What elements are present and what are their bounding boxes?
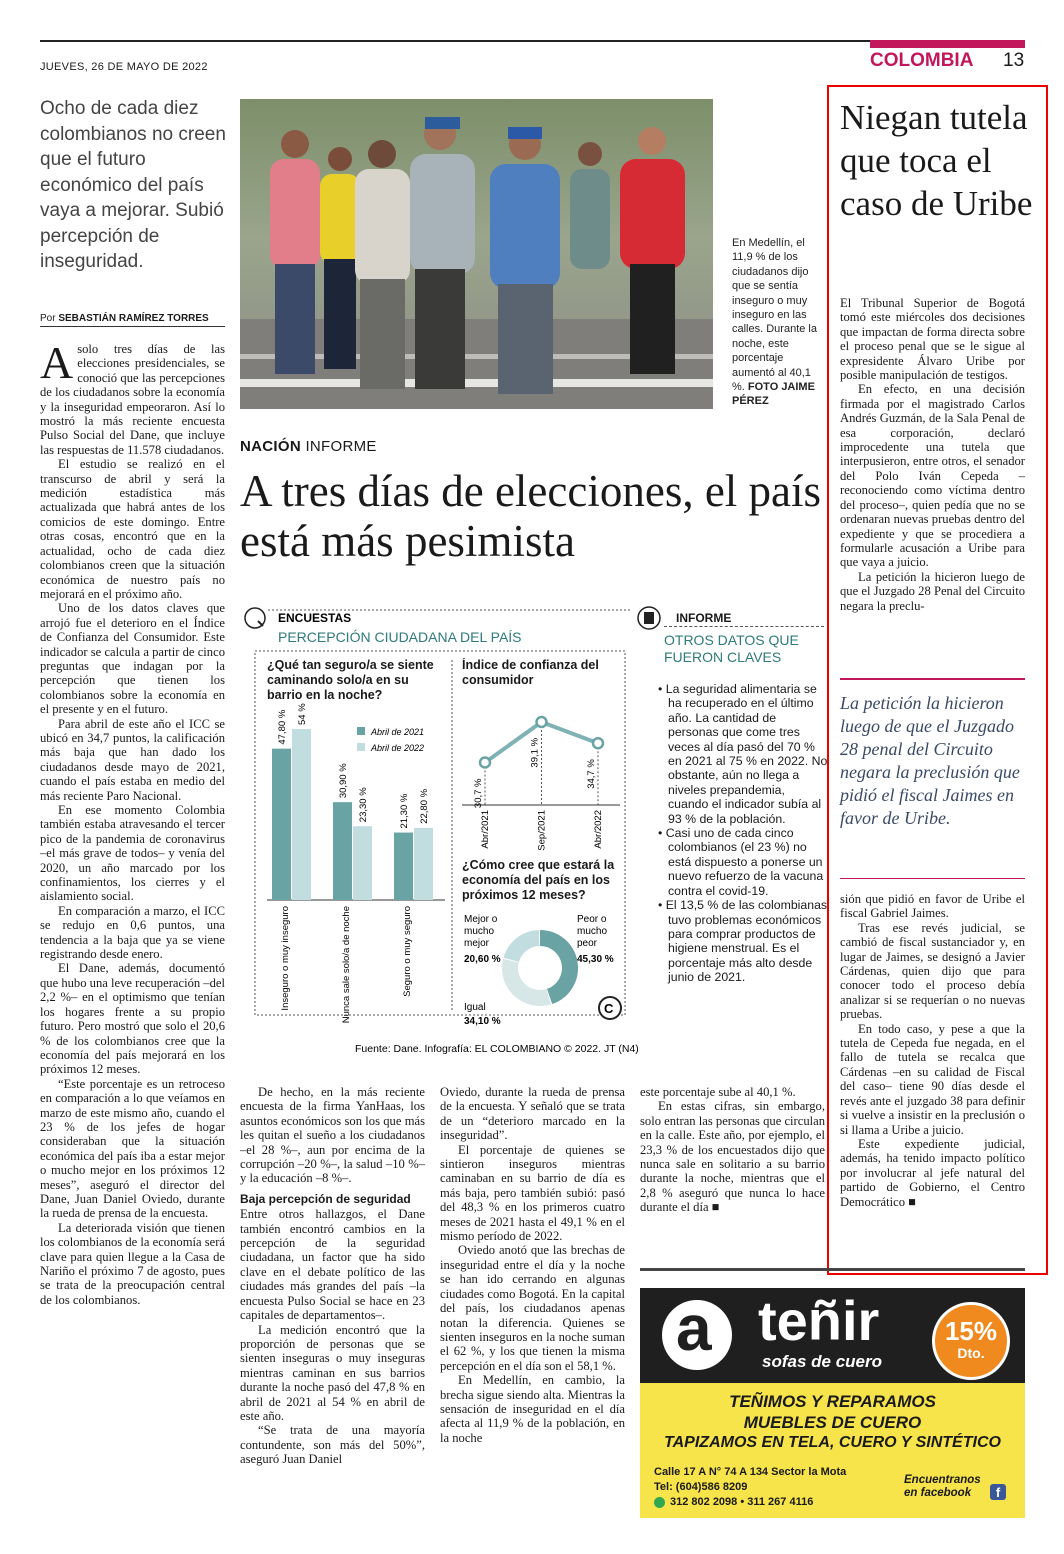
ad-discount-badge — [932, 1302, 1010, 1380]
article-headline: A tres días de elecciones, el país está más pesimista — [240, 466, 822, 566]
bar-chart-title-wrap — [267, 658, 447, 718]
paragraph: este porcentaje sube al 40,1 %. — [640, 1085, 796, 1099]
donut-label-better: Mejor o mucho mejor — [464, 914, 498, 949]
donut-slice — [511, 938, 539, 960]
photo-caption — [732, 236, 824, 409]
article-column-2 — [240, 1085, 425, 1525]
ad-top-rule — [640, 1268, 1025, 1271]
donut-chart-plot — [510, 938, 570, 998]
infographic-tag: ENCUESTAS — [278, 611, 352, 625]
donut-title: ¿Cómo cree que estará la economía del país en los próximos 12 meses? — [462, 858, 615, 902]
article-column-4 — [640, 1085, 825, 1255]
donut-label-same: Igual — [464, 1002, 486, 1013]
bar-2021 — [272, 749, 291, 900]
kicker-type: INFORME — [305, 438, 377, 455]
ad-line-2: MUEBLES DE CUERO — [743, 1413, 922, 1432]
paragraph: Entre otros hallazgos, el Dane también encontró cambios en la percepción de la seguridad ciudadana, un factor que ha sido clave en el debate político de las ciudades más grandes del país –la encuesta Pulso Social se hace en 23 capitales de departamentos–. — [240, 1207, 425, 1323]
ad-tagline: sofas de cuero — [762, 1352, 882, 1371]
list-item: • Casi uno de cada cinco colombianos (el 23 %) no está dispuesto a ponerse un nuevo refuerzo de la vacuna contra el covid-19. — [658, 826, 824, 898]
line-point — [537, 717, 547, 727]
subheading: Baja percepción de seguridad — [240, 1191, 411, 1206]
section-accent-bar — [870, 40, 1025, 48]
ad-discount: 15% — [944, 1316, 998, 1346]
ad-mobile: 312 802 2098 • 311 267 4116 — [670, 1496, 814, 1508]
paragraph: Asolo tres días de las elecciones presidenciales, se conoció que las percepciones de los ciudadanos sobre la economía y la inseguridad empeoraron. Así lo mostró la más reciente encuesta Pulso Social del Dane, que incluye las respuestas de 11.578 ciudadanos. — [40, 337, 225, 457]
paragraph: En todo caso, y pese a que la tutela de Cepeda fue negada, en el fallo de tutela se recalca que Cárdenas –en su calidad de Fiscal del caso– tiene 90 días desde el revés ante el juzgado 38 para definir si vuelve a insistir en la preclusión o si llama a Uribe a juicio. — [840, 1021, 1025, 1137]
paragraph: El estudio se realizó en el transcurso de abril y será la medición estadística más actualizada que habrá antes de los comicios de este domingo. Entre otras cosas, encontró que en la actualidad, ocho de cada diez colombianos creen que la situación económica de nuestro país no mejorará en el próximo año. — [40, 457, 225, 601]
ad-brand: teñir — [758, 1289, 880, 1352]
paragraph: La medición encontró que la proporción de personas que se sienten inseguras o muy inseguras mientras caminan en sus barrios durante la noche pasó del 47,8 % en abril de 2021 al 54 % en abril de este año. — [240, 1322, 425, 1423]
logo-letter: C — [604, 1001, 614, 1016]
line-x-label: Abr/2022 — [593, 810, 604, 849]
paragraph: En efecto, en una decisión firmada por el magistrado Carlos Andrés Guzmán, de la Sala Penal de esa corporación, declaró improcedente una tutela que interpusieron, entre otros, el senador del Polo Iván Cepeda –reconociendo como víctima dentro del proceso–, quien pedía que no se ordenaran nuevas pruebas dentro del expediente y que se procediera a formularle acusación a Uribe para que vaya a juicio. — [840, 382, 1025, 570]
bar-2021 — [333, 802, 352, 900]
bar-value-label: 47,80 % — [277, 709, 288, 745]
line-chart-title-wrap — [462, 658, 622, 698]
paragraph: Tras ese revés judicial, se cambió de fiscal sustanciador y, en lugar de Jaimes, se designó a Javier Cárdenas, quien dijo que para conocer todo el proceso debía analizar si se requerían o no nuevas pruebas. — [840, 920, 1025, 1022]
line-x-label: Sep/2021 — [536, 810, 548, 851]
sidebar-body-bottom — [840, 892, 1025, 1262]
article-column-3 — [440, 1085, 625, 1525]
bar-2022 — [292, 729, 311, 900]
paragraph: El Tribunal Superior de Bogotá tomó este miércoles dos decisiones que impactan de forma directa sobre el proceso penal que se le sigue al expresidente Álvaro Uribe por posible manipulación de testigos. — [840, 296, 1025, 383]
bar-2022 — [414, 828, 433, 900]
line-point — [480, 758, 490, 768]
paragraph: En comparación a marzo, el ICC se redujo en 0,6 puntos, una tendencia a la baja que ya se viene registrando desde enero. — [40, 903, 225, 962]
drop-cap: A — [40, 337, 74, 388]
facebook-icon: f — [990, 1484, 1006, 1500]
bar-value-label: 23,30 % — [358, 787, 369, 823]
line-value-label: 34,7 % — [586, 759, 597, 789]
line-point — [593, 738, 603, 748]
document-icon — [636, 604, 666, 634]
donut-value-worse: 45,30 % — [577, 954, 614, 965]
news-photo — [240, 99, 713, 409]
section-name: COLOMBIA — [870, 50, 974, 71]
ad-phone: Tel: (604)586 8209 — [654, 1481, 748, 1493]
byline — [40, 313, 209, 324]
bar-2022 — [353, 826, 372, 900]
donut-value-same: 34,10 % — [464, 1016, 501, 1027]
quote-rule-bottom — [840, 878, 1025, 879]
paragraph: Para abril de este año el ICC se ubicó en 34,7 puntos, la calificación más baja que han dado los ciudadanos desde mayo de 2021, cuando el país estaba en medio del más reciente Paro Nacional. — [40, 716, 225, 803]
legend-swatch-2022 — [357, 743, 365, 751]
paragraph: Oviedo, durante la rueda de prensa de la encuesta. Y señaló que se trata de un “deterioro marcado en la inseguridad”. — [440, 1085, 625, 1143]
byline-prefix: Por — [40, 313, 56, 324]
paragraph: Este expediente judicial, además, ha tenido impacto político por involucrar al jefe natural del partido de Gobierno, el Centro Democrático ■ — [840, 1136, 1025, 1209]
pull-quote: La petición la hicieron luego de que el Juzgado 28 penal del Circuito negara la preclusión que pidió el fiscal Jaimes en favor de Uribe. — [840, 693, 1020, 828]
list-item: • La seguridad alimentaria se ha recuperado en el último año. La cantidad de personas que come tres veces al día pasó del 70 % en 2021 al 75 % en 2022. No obstante, aún no llega a niveles prepandemia, cuando el indicador subía al 93 % de la población. — [658, 682, 828, 826]
ad-line-1: TEÑIMOS Y REPARAMOS — [729, 1392, 936, 1411]
lead-summary: Ocho de cada diez colombianos no creen que el futuro económico del país vaya a mejorar. Subió percepción de inseguridad. — [40, 98, 226, 272]
informe-rule — [664, 626, 824, 627]
street-crowd-photo — [240, 99, 713, 409]
whatsapp-icon — [654, 1497, 665, 1508]
paragraph: En ese momento Colombia también estaba atravesando el tercer pico de la pandemia de coronavirus –el más grave de todos– y venía del 2020, un año marcado por los confinamientos, los cierres y el aislamiento social. — [40, 803, 225, 904]
ad-discount-sub: Dto. — [957, 1345, 985, 1361]
bar-value-label: 54 % — [297, 703, 308, 725]
paragraph: De hecho, en la más reciente encuesta de la firma YanHaas, los asuntos económicos son los que más les quitan el sueño a los ciudadanos –el 28 %–, aun por encima de la corrupción –20 %–, la salud –10 %– y la educación –8 %–. — [240, 1085, 425, 1186]
bar-2021 — [394, 833, 413, 900]
paragraph: “Se trata de una mayoría contundente, son más del 50%”, aseguró Juan Daniel — [240, 1423, 425, 1467]
photo-credit: FOTO JAIME PÉREZ — [732, 381, 815, 408]
page-number: 13 — [1003, 50, 1025, 71]
paragraph: “Este porcentaje es un retroceso en comparación a lo que veíamos en marzo de este mismo año, cuando el 23 % de los jefes de hogar consideraban que la situación económica del país iba a estar mejor o mucho mejor en los próximos 12 meses”, aseguró el director del Dane, Juan Daniel Oviedo, durante la rueda de prensa de la encuesta. — [40, 1076, 225, 1221]
line-x-label: Abr/2021 — [480, 810, 491, 849]
bar-category-label: Nunca sale solo/a de noche — [341, 906, 352, 1024]
bar-chart-title: ¿Qué tan seguro/a se siente caminando solo/a en su barrio en la noche? — [267, 658, 434, 702]
bar-value-label: 30,90 % — [338, 763, 349, 799]
ad-social: Encuentranos en facebook — [904, 1474, 981, 1499]
informe-tag: INFORME — [676, 611, 732, 625]
line-value-label: 30,7 % — [473, 778, 484, 809]
legend-label-2021: Abril de 2021 — [371, 727, 425, 737]
paragraph: Oviedo anotó que las brechas de inseguridad entre el día y la noche se han ido cerrando en algunas ciudades como Bogotá. En la capital del país, los ciudadanos apenas notan la diferencia. Quienes se sienten inseguros en la noche suman el 62 %, y los que tienen la misma percepción en el día son el 58,1 %. — [440, 1243, 625, 1373]
article-kicker — [240, 438, 377, 455]
issue-date: JUEVES, 26 DE MAYO DE 2022 — [40, 61, 208, 73]
paragraph: El porcentaje de quienes se sintieron inseguros mientras caminaban en su barrio de día es más baja, pero también subió: pasó del 48,3 % en los primeros cuatro meses de 2021 hasta el 49,1 % en el mismo período de 2022. — [440, 1142, 625, 1244]
sidebar-body-top — [840, 296, 1025, 656]
donut-title-wrap — [462, 858, 622, 908]
line-chart-plot — [462, 717, 620, 851]
kicker-section: NACIÓN — [240, 438, 301, 455]
paragraph: La deteriorada visión que tienen los colombianos de la economía será clave para quien llegue a la Casa de Nariño el próximo 7 de agosto, pues se trata de la preocupación central de los colombianos. — [40, 1220, 226, 1307]
donut-slice — [510, 961, 549, 998]
paragraph: sión que pidió en favor de Uribe el fiscal Gabriel Jaimes. — [840, 892, 1025, 921]
paragraph: En estas cifras, sin embargo, solo entran las personas que circulan en la calle. Este año, por ejemplo, el 23,3 % de los encuestados dijo que nunca sale en solitario a su barrio durante la noche, mientras que el 2,8 % aseguró que nunca lo hace durante el día ■ — [640, 1099, 825, 1215]
bar-value-label: 21,30 % — [399, 793, 410, 829]
sidebar-headline: Niegan tutela que toca el caso de Uribe — [840, 98, 1033, 223]
bar-value-label: 22,80 % — [419, 788, 430, 824]
article-column-1 — [40, 337, 226, 1522]
list-item: • El 13,5 % de las colombianas tuvo problemas económicos para comprar productos de higiene menstrual. Es el porcentaje más alto desde junio de 2021. — [658, 898, 828, 985]
byline-rule — [40, 326, 225, 327]
donut-value-better: 20,60 % — [464, 954, 501, 965]
paragraph: En Medellín, en cambio, la brecha sigue siendo alta. Mientras la sensación de inseguridad en el día afecta al 11,9 % de la población, en la noche — [440, 1373, 625, 1445]
donut-label-worse: Peor o mucho peor — [577, 914, 608, 949]
quote-rule-top — [840, 678, 1025, 680]
ad-address: Calle 17 A N° 74 A 134 Sector la Mota — [654, 1466, 847, 1478]
donut-slice — [540, 938, 570, 996]
infographic-source: Fuente: Dane. Infografía: EL COLOMBIANO © 2022. JT (N4) — [355, 1043, 639, 1055]
ad-line-3: TAPIZAMOS EN TELA, CUERO Y SINTÉTICO — [664, 1434, 1001, 1451]
paragraph: Uno de los datos claves que arrojó fue el deterioro en el Índice de Confianza del Consumidor. Este indicador se calcula a partir de cinco preguntas que indagan por la percepción que tienen los colombianos sobre la economía en el presente y en el futuro. — [40, 601, 225, 717]
caption-text: En Medellín, el 11,9 % de los ciudadanos dijo que se sentía inseguro o muy inseguro en las calles. Durante la noche, este porcentaje aumentó al 40,1 %. — [732, 237, 817, 394]
bar-category-label: Seguro o muy seguro — [402, 906, 413, 997]
search-icon-handle — [258, 621, 263, 626]
byline-name: SEBASTIÁN RAMÍREZ TORRES — [58, 313, 209, 324]
advertisement[interactable] — [640, 1288, 1025, 1518]
line-chart-title: Índice de confianza del consumidor — [462, 658, 599, 687]
legend-swatch-2021 — [357, 727, 365, 735]
infographic-title: PERCEPCIÓN CIUDADANA DEL PAÍS — [278, 629, 522, 645]
ad-logo-letter: a — [676, 1292, 712, 1364]
line-value-label: 39,1 % — [529, 737, 541, 768]
bar-category-label: Inseguro o muy inseguro — [280, 906, 291, 1011]
informe-title: OTROS DATOS QUE FUERON CLAVES — [664, 632, 799, 665]
paragraph: El Dane, además, documentó que hubo una leve recuperación –del 2,2 %– en el optimismo que tenían los hogares frente a su propio futuro. Pero mostró que solo el 20,6 % de los colombianos cree que la economía del país mejorará en los próximos 12 meses. — [40, 961, 225, 1077]
paragraph: La petición la hicieron luego de que el Juzgado 28 Penal del Circuito negara la preclu- — [840, 569, 1025, 613]
informe-list — [656, 682, 828, 985]
legend-label-2022: Abril de 2022 — [371, 743, 425, 753]
